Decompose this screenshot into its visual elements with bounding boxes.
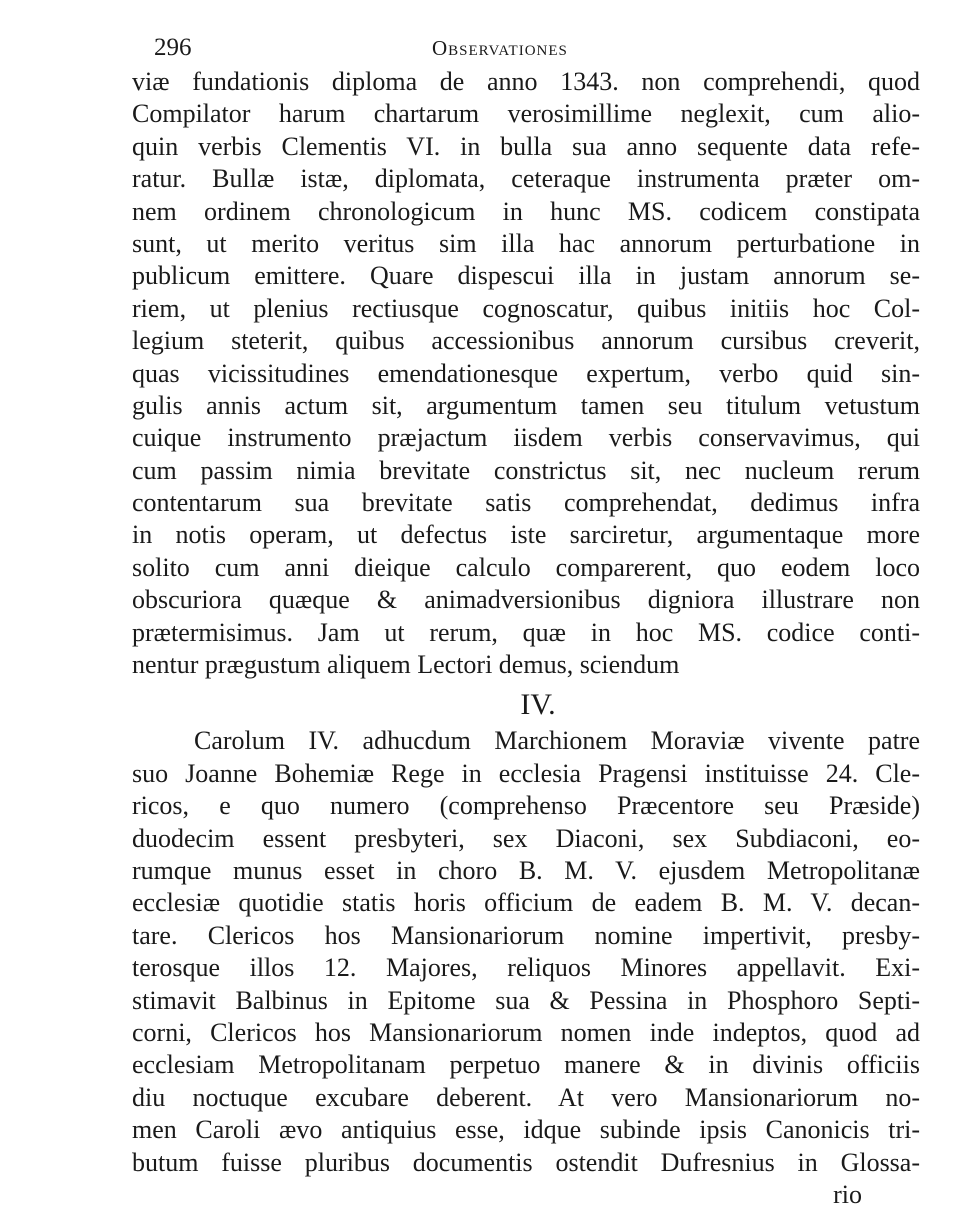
text-line: quin verbis Clementis VI. in bulla sua anno sequente data refe- [132, 131, 920, 161]
text-line: ratur. Bullæ istæ, diplomata, ceteraque instrumenta præter om- [132, 164, 920, 194]
text-line: solito cum anni dieique calculo comparerent, quo eodem loco [132, 552, 920, 582]
text-line: contentarum sua brevitate satis comprehendat, dedimus infra [132, 488, 920, 518]
catchword: rio [833, 1179, 862, 1209]
text-line: riem, ut plenius rectiusque cognoscatur, quibus initiis hoc Col- [132, 293, 920, 323]
paragraph-1 [132, 66, 920, 681]
text-line: publicum emittere. Quare dispescui illa in justam annorum se- [132, 261, 920, 291]
text-line: stimavit Balbinus in Epitome sua & Pessina in Phosphoro Septi- [132, 985, 920, 1015]
text-line: tare. Clericos hos Mansionariorum nomine impertivit, presby- [132, 920, 920, 950]
text-line: sunt, ut merito veritus sim illa hac annorum perturbatione in [132, 228, 920, 258]
text-line: cuique instrumento præjactum iisdem verbis conservavimus, qui [132, 423, 920, 453]
text-line: suo Joanne Bohemiæ Rege in ecclesia Pragensi instituisse 24. Cle- [132, 758, 920, 788]
text-line: viæ fundationis diploma de anno 1343. non comprehendi, quod [132, 67, 920, 96]
text-line: ricos, e quo numero (comprehenso Præcentore seu Præside) [132, 791, 920, 821]
text-line: butum fuisse pluribus documentis ostendit Dufresnius in Glossa- [132, 1147, 920, 1177]
running-head: Observationes [432, 36, 568, 60]
text-line: gulis annis actum sit, argumentum tamen seu titulum vetustum [132, 390, 920, 420]
text-line: Compilator harum chartarum verosimillime neglexit, cum alio- [132, 99, 920, 129]
text-line: ecclesiæ quotidie statis horis officium de eadem B. M. V. decan- [132, 888, 920, 918]
page-number: 296 [154, 34, 192, 61]
text-line: obscuriora quæque & animadversionibus digniora illustrare non [132, 585, 920, 615]
text-line: men Caroli ævo antiquius esse, idque subinde ipsis Canonicis tri- [132, 1115, 920, 1145]
text-line: duodecim essent presbyteri, sex Diaconi, sex Subdiaconi, eo- [132, 823, 920, 853]
page-header [132, 34, 920, 68]
text-line: Carolum IV. adhucdum Marchionem Moraviæ vivente patre [194, 726, 920, 756]
text-line: corni, Clericos hos Mansionariorum nomen inde indeptos, quod ad [132, 1017, 920, 1047]
section-heading: IV. [520, 688, 556, 722]
body-text [132, 66, 920, 1211]
text-line: ecclesiam Metropolitanam perpetuo manere & in divinis officiis [132, 1050, 920, 1080]
text-line: nentur prægustum aliquem Lectori demus, sciendum [132, 650, 680, 680]
text-line: rumque munus esset in choro B. M. V. ejusdem Metropolitanæ [132, 855, 920, 885]
text-line: prætermisimus. Jam ut rerum, quæ in hoc MS. codice conti- [132, 617, 920, 647]
text-line: legium steterit, quibus accessionibus annorum cursibus creverit, [132, 326, 920, 356]
text-line: diu noctuque excubare deberent. At vero Mansionariorum no- [132, 1082, 920, 1112]
text-line: terosque illos 12. Majores, reliquos Minores appellavit. Exi- [132, 953, 920, 983]
text-line: cum passim nimia brevitate constrictus sit, nec nucleum rerum [132, 455, 920, 485]
text-line: in notis operam, ut defectus iste sarciretur, argumentaque more [132, 520, 920, 550]
text-line: nem ordinem chronologicum in hunc MS. codicem constipata [132, 196, 920, 226]
text-line: quas vicissitudines emendationesque expertum, verbo quid sin- [132, 358, 920, 388]
paragraph-2 [132, 725, 920, 1178]
